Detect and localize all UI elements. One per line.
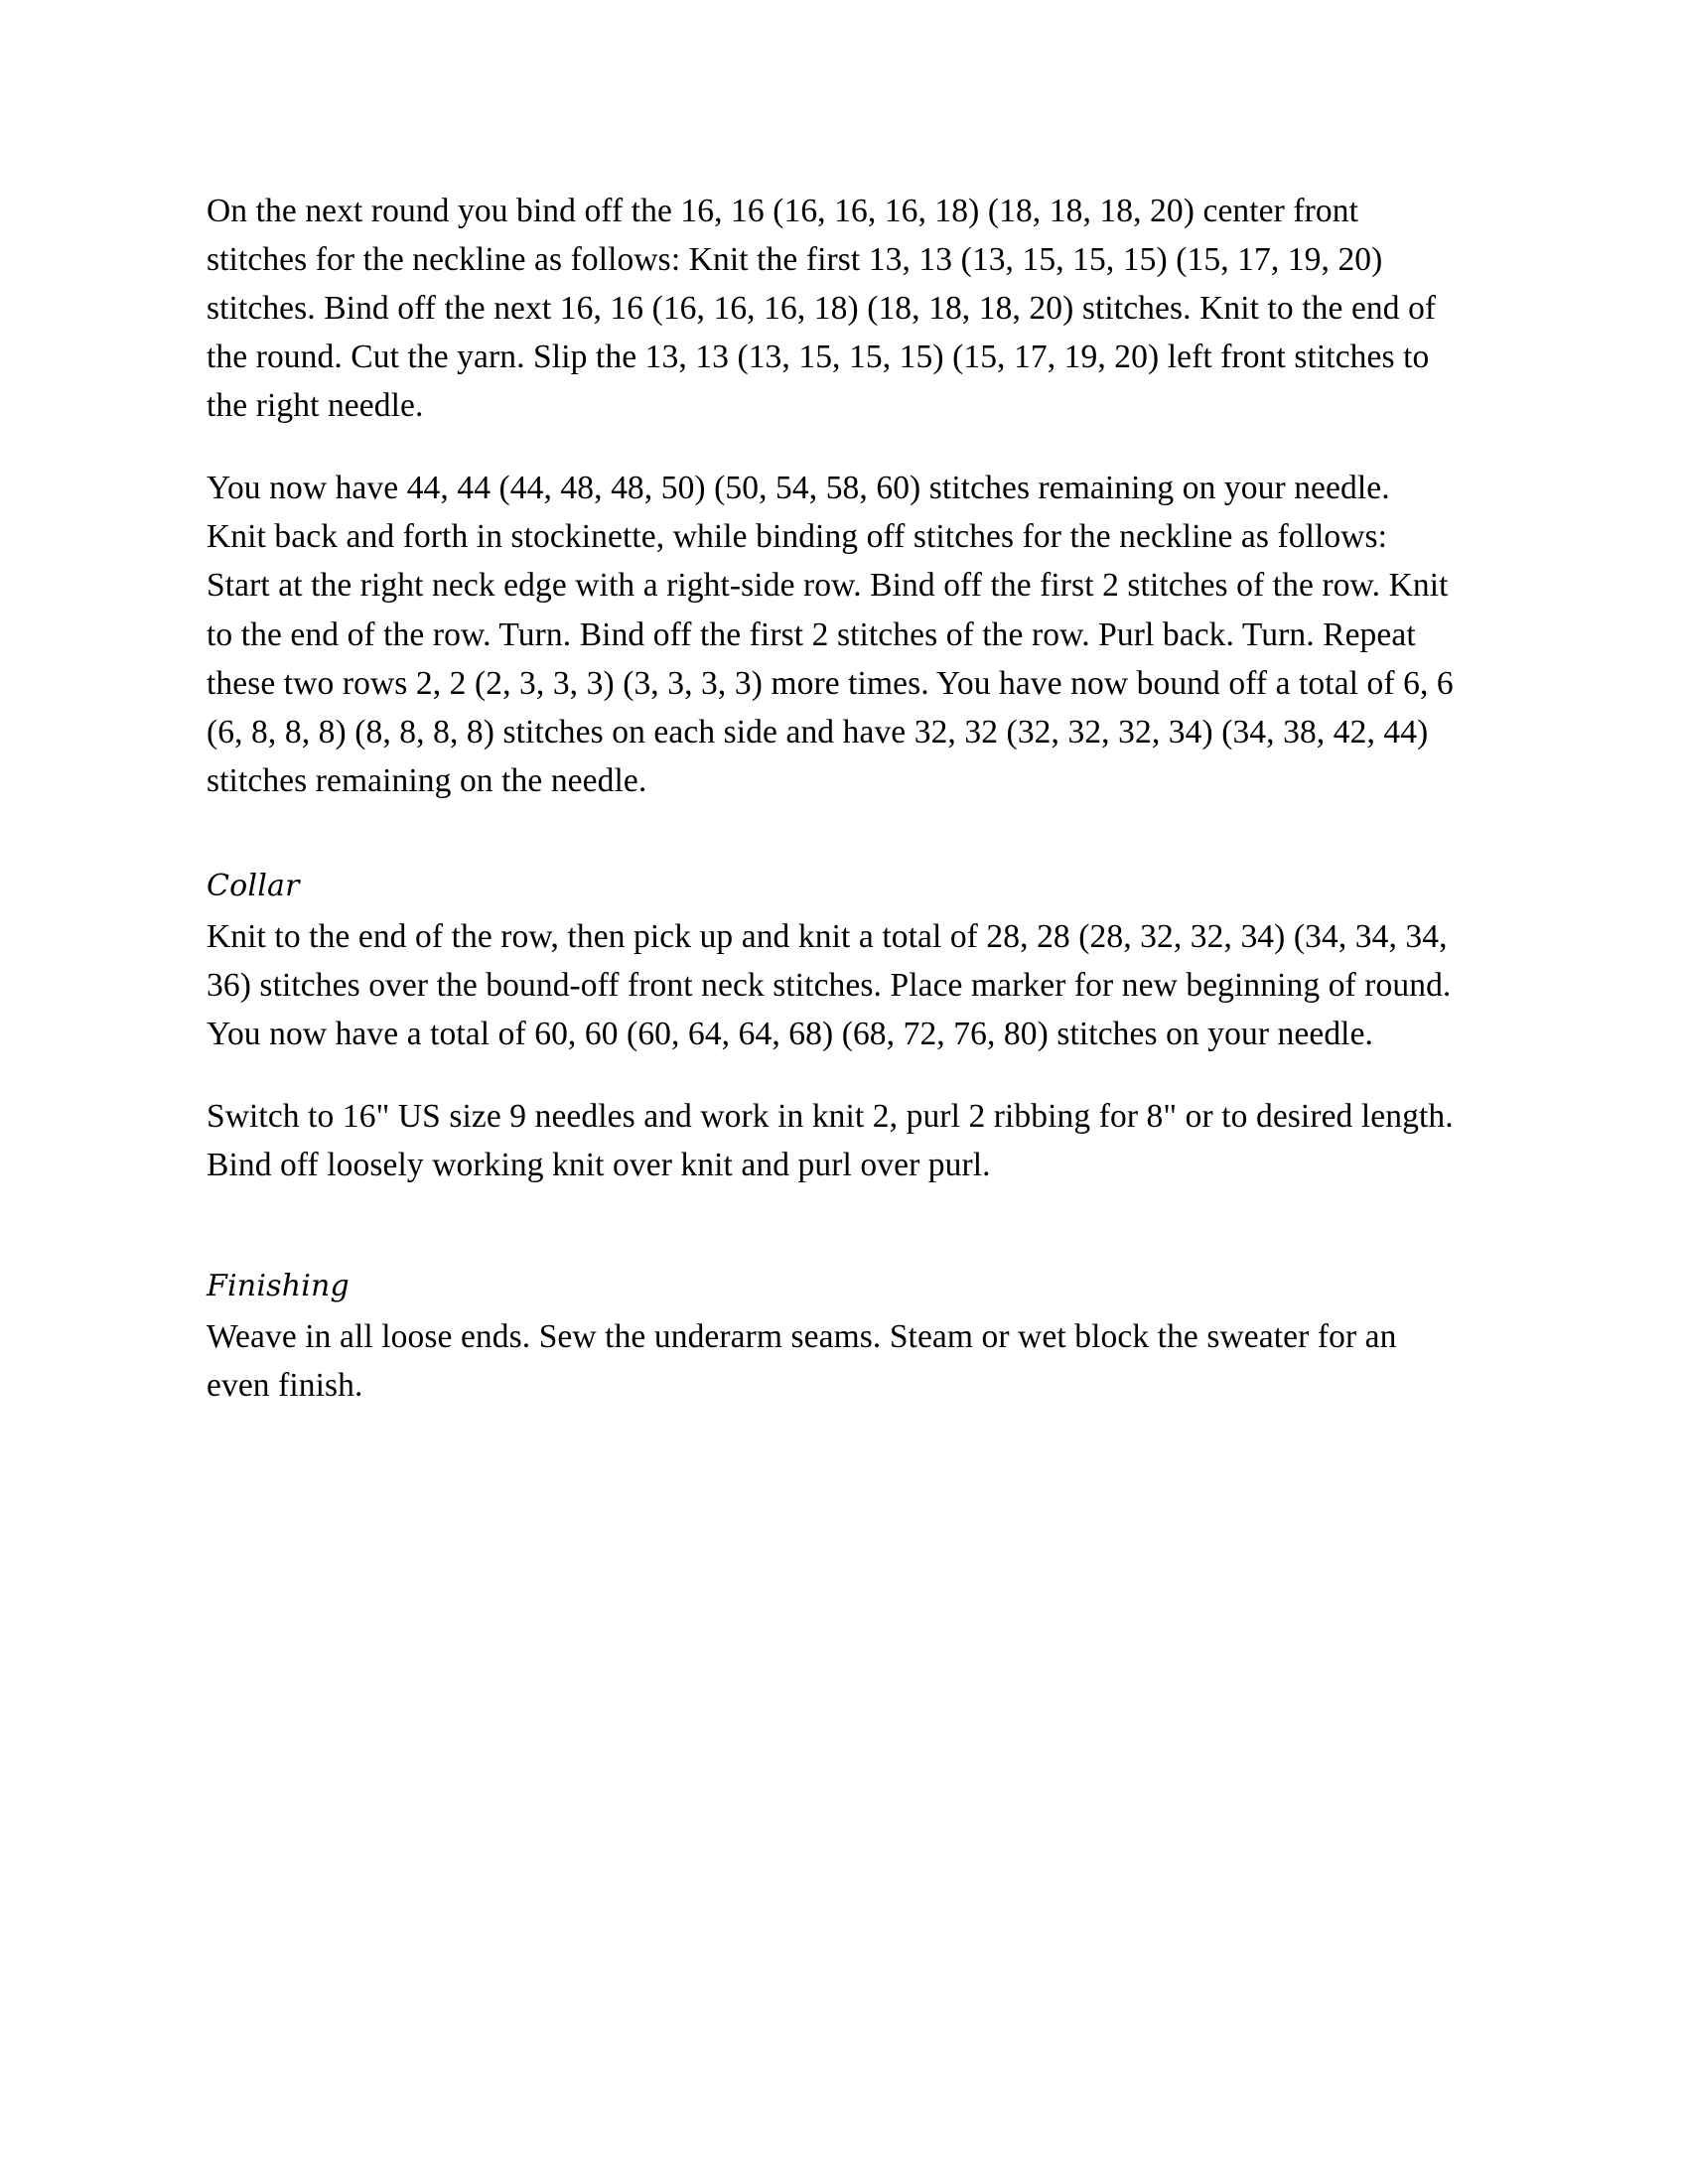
section-gap-collar [207, 839, 1458, 869]
heading-collar: Collar [207, 868, 300, 903]
heading-finishing: Finishing [207, 1269, 350, 1304]
paragraph-stitches-remaining: You now have 44, 44 (44, 48, 48, 50) (50, 54, 58, 60) stitches remaining on your needle. Knit back and forth in stockinette, while binding off stitches for the neckline as follows: Start at the right neck edge with a right-side row. Bind off the first 2 stitches of the row. Knit to the end of the row. Turn. Bind off the first 2 stitches of the row. Purl back. Turn. Repeat these two rows 2, 2 (2, 3, 3, 3) (3, 3, 3, 3) more times. You have now bound off a total of 6, 6 (6, 8, 8, 8) (8, 8, 8, 8) stitches on each side and have 32, 32 (32, 32, 32, 34) (34, 38, 42, 44) stitches remaining on the needle. [207, 470, 1454, 799]
section-gap-finishing [207, 1223, 1458, 1269]
paragraph-finishing-body: Weave in all loose ends. Sew the underarm seams. Steam or wet block the sweater for an even finish. [207, 1318, 1397, 1405]
document-body [207, 187, 1458, 1410]
paragraph-neckline-bindoff: On the next round you bind off the 16, 16 (16, 16, 16, 18) (18, 18, 18, 20) center front stitches for the neckline as follows: Knit the first 13, 13 (13, 15, 15, 15) (15, 17, 19, 20) stitches. Bind off the next 16, 16 (16, 16, 16, 18) (18, 18, 18, 20) stitches. Knit to the end of the round. Cut the yarn. Slip the 13, 13 (13, 15, 15, 15) (15, 17, 19, 20) left front stitches to the right needle. [207, 193, 1437, 425]
paragraph-collar-ribbing: Switch to 16" US size 9 needles and work in knit 2, purl 2 ribbing for 8" or to desired length. Bind off loosely working knit over knit and purl over purl. [207, 1097, 1454, 1183]
paragraph-collar-body: Knit to the end of the row, then pick up and knit a total of 28, 28 (28, 32, 32, 34) (34, 34, 34, 36) stitches over the bound-off front neck stitches. Place marker for new beginning of round. You now have a total of 60, 60 (60, 64, 64, 68) (68, 72, 76, 80) stitches on your needle. [207, 917, 1452, 1052]
